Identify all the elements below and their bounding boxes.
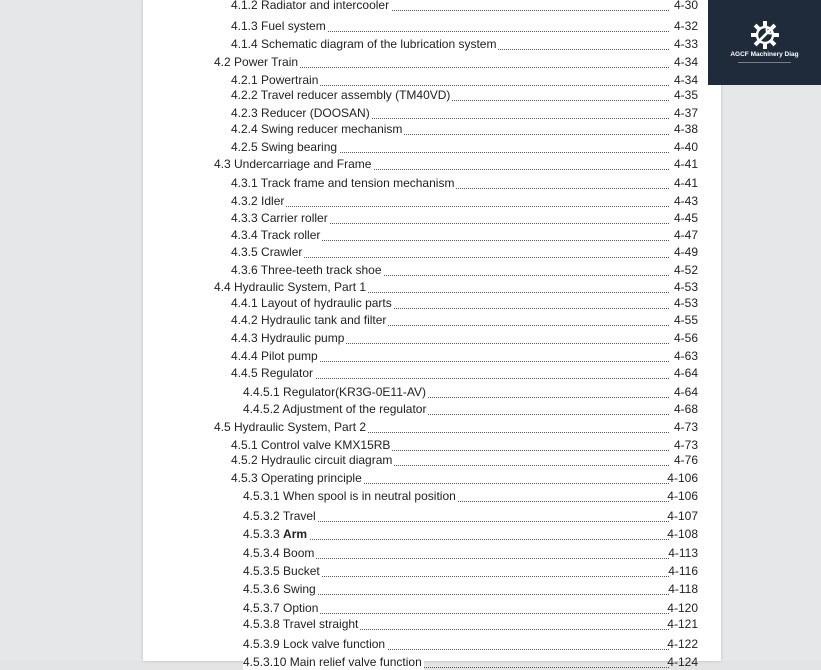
toc-entry-text: 4.5.3.5 Bucket [243, 564, 320, 578]
toc-row[interactable] [143, 244, 721, 260]
toc-entry-text: 4.2.4 Swing reducer mechanism [231, 122, 403, 136]
toc-row[interactable] [143, 295, 721, 311]
toc-page-number: 4-121 [667, 617, 698, 631]
toc-entry-label [243, 488, 458, 504]
toc-entry-label [231, 295, 394, 311]
toc-row[interactable] [143, 616, 721, 632]
toc-entry-label [231, 365, 315, 381]
toc-entry-label [231, 330, 346, 346]
toc-entry-label [214, 279, 368, 295]
toc-entry-text: 4.3.2 Idler [231, 194, 285, 208]
toc-page-number: 4-73 [673, 420, 698, 434]
toc-entry-label [231, 470, 364, 486]
brand-name: AGCF Machinery Diag [730, 51, 799, 58]
toc-entry-label [243, 526, 309, 542]
toc-entry-label [231, 87, 452, 103]
toc-row[interactable] [143, 452, 721, 468]
toc-row[interactable] [143, 312, 721, 328]
toc-page-number: 4-73 [673, 438, 698, 452]
toc-entry-label [243, 563, 322, 579]
toc-row[interactable] [143, 279, 721, 295]
toc-entry-label [231, 227, 322, 243]
toc-row[interactable] [143, 581, 721, 597]
toc-page-number: 4-68 [673, 402, 698, 416]
toc-row[interactable] [143, 470, 721, 486]
toc-row[interactable] [143, 54, 721, 70]
toc-entry-label [243, 508, 318, 524]
toc-entry-text: 4.4.5.1 Regulator(KR3G-0E11-AV) [243, 385, 426, 399]
toc-page-number: 4-106 [667, 489, 698, 503]
toc-entry-label [214, 419, 368, 435]
toc-entry-text: 4.5.3.7 Option [243, 601, 319, 615]
toc-row[interactable] [143, 330, 721, 346]
toc-row[interactable] [143, 365, 721, 381]
toc-entry-text: 4.3.3 Carrier roller [231, 211, 328, 225]
toc-entry-text: 4.5.3.10 Main relief valve function [243, 655, 422, 669]
toc-entry-text: 4.2.3 Reducer (DOOSAN) [231, 106, 370, 120]
toc-page-number: 4-49 [673, 245, 698, 259]
dot-leader [241, 204, 669, 207]
toc-row[interactable] [143, 87, 721, 103]
toc-entry-text: 4.5.3.2 Travel [243, 509, 316, 523]
toc-row[interactable] [143, 545, 721, 561]
toc-entry-text: 4.3.1 Track frame and tension mechanism [231, 176, 455, 190]
toc-entry-label [231, 121, 404, 137]
toc-entry-text: 4.5.3 Operating principle [231, 471, 362, 485]
toc-row[interactable] [143, 401, 721, 417]
toc-row[interactable] [143, 139, 721, 155]
toc-entry-label [231, 348, 320, 364]
toc-entry-label [231, 72, 320, 88]
toc-row[interactable] [143, 636, 721, 652]
toc-row[interactable] [143, 18, 721, 34]
toc-page-number: 4-108 [667, 527, 698, 541]
toc-entry-text: 4.5.3.1 When spool is in neutral position [243, 489, 456, 503]
toc-page-number: 4-40 [673, 140, 698, 154]
toc-entry-label [243, 401, 428, 417]
toc-entry-label [231, 36, 498, 52]
toc-page-number: 4-64 [673, 366, 698, 380]
toc-entry-label [231, 105, 372, 121]
toc-entry-text: 4.5.3.9 Lock valve function [243, 637, 386, 651]
toc-page-number: 4-53 [673, 296, 698, 310]
toc-row[interactable] [143, 0, 721, 13]
toc-row[interactable] [143, 419, 721, 435]
toc-entry-label [243, 654, 424, 670]
toc-page-number: 4-116 [668, 564, 698, 578]
toc-page-number: 4-47 [673, 228, 698, 242]
toc-entry-text: 4.5.3.8 Travel straight [243, 617, 359, 631]
toc-entry-text: 4.4.5.2 Adjustment of the regulator [243, 402, 427, 416]
toc-page-number: 4-53 [673, 280, 698, 294]
toc-page-number: 4-38 [673, 122, 698, 136]
toc-entry-label [231, 0, 391, 13]
toc-entry-label [231, 262, 384, 278]
toc-row[interactable] [143, 508, 721, 524]
toc-page-number: 4-120 [667, 601, 698, 615]
toc-entry-label [214, 54, 300, 70]
toc-row[interactable] [143, 36, 721, 52]
toc-page-number: 4-118 [668, 582, 698, 596]
toc-entry-label [214, 156, 373, 172]
toc-row[interactable] [143, 193, 721, 209]
toc-entry-text: 4.1.3 Fuel system [231, 19, 326, 33]
toc-entry-label [243, 600, 320, 616]
toc-entry-text: 4.2.5 Swing bearing [231, 140, 338, 154]
toc-entry-label [231, 437, 392, 453]
toc-page-number: 4-63 [673, 349, 698, 363]
toc-row[interactable] [143, 384, 721, 400]
toc-entry-label [243, 636, 387, 652]
toc-entry-text: 4.5.3.3 [243, 527, 280, 541]
toc-row[interactable] [143, 72, 721, 88]
toc-entry-text: 4.1.4 Schematic diagram of the lubrication system [231, 37, 497, 51]
toc-entry-text: 4.4 Hydraulic System, Part 1 [214, 280, 367, 294]
toc-page-number: 4-43 [673, 194, 698, 208]
toc-row[interactable] [143, 488, 721, 504]
toc-row[interactable] [143, 437, 721, 453]
toc-entry-label [231, 312, 388, 328]
toc-page-number: 4-34 [673, 55, 698, 69]
toc-page-number: 4-76 [673, 453, 698, 467]
dot-leader [253, 537, 669, 540]
toc-page-number: 4-52 [673, 263, 698, 277]
brand-underline [738, 62, 791, 63]
toc-page-number: 4-34 [673, 73, 698, 87]
toc-page-number: 4-35 [673, 88, 698, 102]
toc-row[interactable] [143, 175, 721, 191]
dot-leader [241, 255, 669, 258]
toc-entry-bold-text: Arm [283, 527, 308, 541]
document-page [143, 0, 721, 669]
toc-page-number: 4-56 [673, 331, 698, 345]
toc-page-number: 4-32 [673, 19, 698, 33]
toc-entry-label [231, 452, 394, 468]
toc-entry-text: 4.3 Undercarriage and Frame [214, 157, 372, 171]
toc-entry-label [231, 139, 339, 155]
brand-logo [708, 0, 821, 85]
toc-row[interactable] [143, 105, 721, 121]
toc-entry-text: 4.2 Power Train [214, 55, 299, 69]
toc-page-number: 4-41 [673, 157, 698, 171]
toc-page-number: 4-64 [673, 385, 698, 399]
toc-entry-label [243, 384, 428, 400]
toc-row[interactable] [143, 156, 721, 172]
toc-page-number: 4-41 [673, 176, 698, 190]
toc-row[interactable] [143, 654, 721, 670]
toc-page-number: 4-124 [667, 655, 698, 669]
toc-entry-text: 4.3.4 Track roller [231, 228, 321, 242]
toc-entry-text: 4.5 Hydraulic System, Part 2 [214, 420, 367, 434]
toc-row[interactable] [143, 526, 721, 542]
toc-page-number: 4-55 [673, 313, 698, 327]
toc-entry-text: 4.3.5 Crawler [231, 245, 303, 259]
toc-entry-label [243, 545, 316, 561]
toc-entry-text: 4.4.3 Hydraulic pump [231, 331, 345, 345]
toc-row[interactable] [143, 563, 721, 579]
toc-entry-text: 4.5.1 Control valve KMX15RB [231, 438, 391, 452]
toc-entry-text: 4.2.2 Travel reducer assembly (TM40VD) [231, 88, 451, 102]
toc-entry-label [231, 193, 286, 209]
toc-entry-text: 4.5.3.6 Swing [243, 582, 316, 596]
toc-entry-text: 4.1.2 Radiator and intercooler [231, 0, 390, 12]
toc-row[interactable] [143, 227, 721, 243]
toc-page-number: 4-107 [667, 509, 698, 523]
toc-row[interactable] [143, 210, 721, 226]
toc-page-number: 4-122 [667, 637, 698, 651]
toc-entry-text: 4.5.2 Hydraulic circuit diagram [231, 453, 393, 467]
toc-entry-text: 4.4.2 Hydraulic tank and filter [231, 313, 387, 327]
toc-page-number: 4-37 [673, 106, 698, 120]
toc-row[interactable] [143, 262, 721, 278]
gear-wrench-icon [749, 19, 781, 51]
toc-entry-text: 4.4.1 Layout of hydraulic parts [231, 296, 392, 310]
toc-entry-label [231, 175, 456, 191]
toc-entry-label [243, 616, 360, 632]
toc-row[interactable] [143, 600, 721, 616]
toc-page-number: 4-113 [668, 546, 698, 560]
toc-row[interactable] [143, 348, 721, 364]
toc-entry-label [243, 581, 318, 597]
toc-entry-label [231, 210, 330, 226]
toc-entry-text: 4.3.6 Three-teeth track shoe [231, 263, 382, 277]
toc-entry-text: 4.2.1 Powertrain [231, 73, 319, 87]
toc-entry-text: 4.5.3.4 Boom [243, 546, 315, 560]
toc-page-number: 4-106 [667, 471, 698, 485]
toc-entry-label [231, 244, 304, 260]
toc-row[interactable] [143, 121, 721, 137]
toc-page-number: 4-30 [673, 0, 698, 12]
toc-entry-text: 4.4.5 Regulator [231, 366, 314, 380]
toc-page-number: 4-45 [673, 211, 698, 225]
toc-entry-text: 4.4.4 Pilot pump [231, 349, 318, 363]
toc-page-number: 4-33 [673, 37, 698, 51]
toc-entry-label [231, 18, 328, 34]
